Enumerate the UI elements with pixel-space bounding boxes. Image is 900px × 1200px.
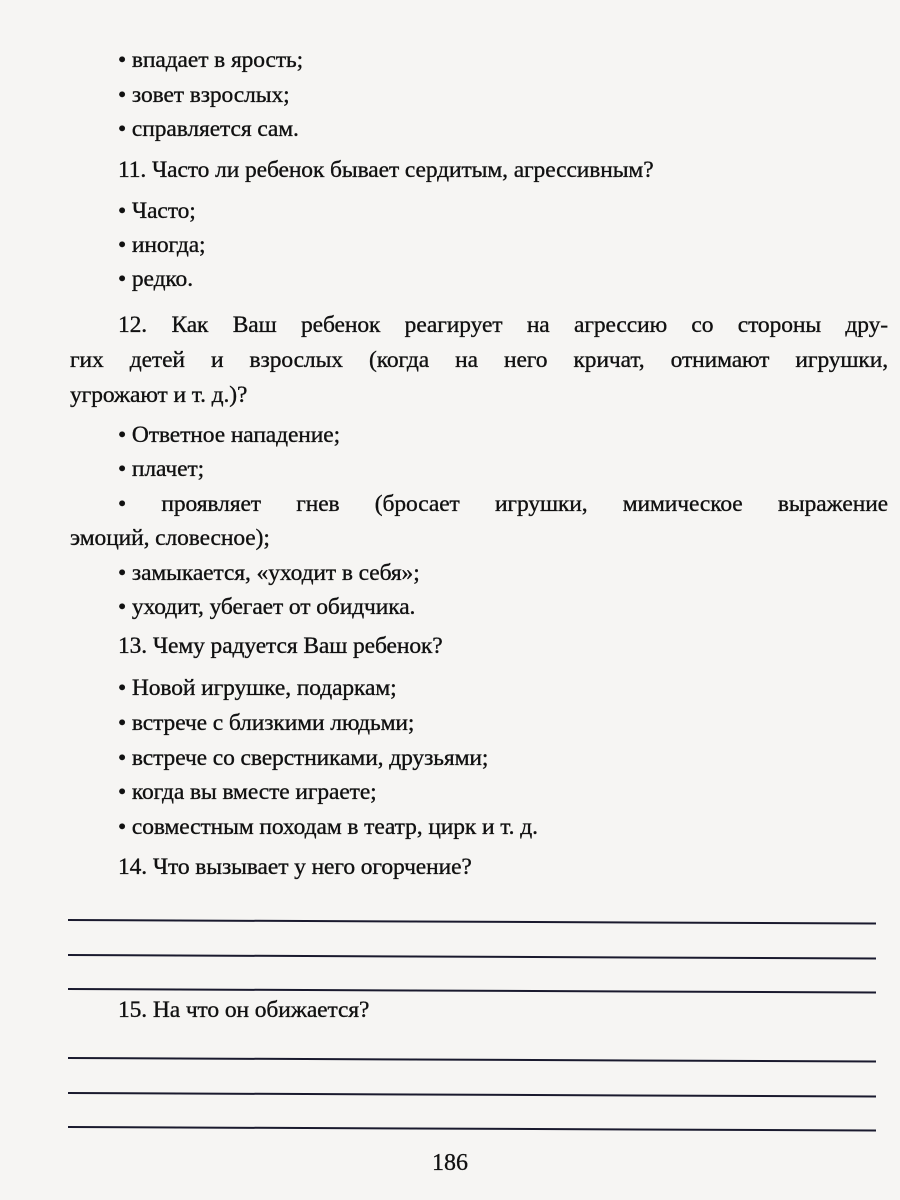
list-item-continuation: эмоций, словесное); bbox=[70, 525, 270, 551]
page-number: 186 bbox=[432, 1150, 468, 1176]
list-item: • когда вы вместе играете; bbox=[118, 779, 377, 805]
answer-line[interactable] bbox=[68, 919, 876, 925]
list-item: • зовет взрослых; bbox=[118, 82, 290, 108]
question-14: 14. Что вызывает у него огорчение? bbox=[118, 854, 472, 880]
list-item: • встрече с близкими людьми; bbox=[118, 710, 415, 736]
list-item: • Ответное нападение; bbox=[118, 422, 341, 448]
list-item: • совместным походам в театр, цирк и т. д. bbox=[118, 814, 538, 840]
list-item: • иногда; bbox=[118, 232, 206, 258]
list-item: • Часто; bbox=[118, 198, 196, 224]
answer-line[interactable] bbox=[68, 1092, 876, 1098]
list-item: • замыкается, «уходит в себя»; bbox=[118, 560, 420, 586]
list-item: • проявляет гнев (бросает игрушки, мимическое выражение bbox=[118, 491, 888, 517]
list-item: • справляется сам. bbox=[118, 116, 299, 142]
answer-line[interactable] bbox=[68, 954, 876, 960]
answer-line[interactable] bbox=[68, 1126, 876, 1132]
question-12-line-2: гих детей и взрослых (когда на него кричат, отнимают игрушки, bbox=[70, 347, 888, 373]
list-item: • плачет; bbox=[118, 456, 205, 482]
list-item: • Новой игрушке, подаркам; bbox=[118, 675, 397, 701]
question-12-line-3: угрожают и т. д.)? bbox=[70, 382, 248, 408]
question-15: 15. На что он обижается? bbox=[118, 997, 370, 1023]
list-item: • редко. bbox=[118, 266, 193, 292]
list-item: • уходит, убегает от обидчика. bbox=[118, 594, 416, 620]
list-item: • встрече со сверстниками, друзьями; bbox=[118, 745, 489, 771]
answer-line[interactable] bbox=[68, 988, 876, 994]
answer-line[interactable] bbox=[68, 1057, 876, 1063]
question-11: 11. Часто ли ребенок бывает сердитым, агрессивным? bbox=[118, 157, 654, 183]
question-12-line-1: 12. Как Ваш ребенок реагирует на агрессию со стороны дру- bbox=[118, 312, 888, 338]
list-item: • впадает в ярость; bbox=[118, 47, 304, 73]
question-13: 13. Чему радуется Ваш ребенок? bbox=[118, 633, 443, 659]
